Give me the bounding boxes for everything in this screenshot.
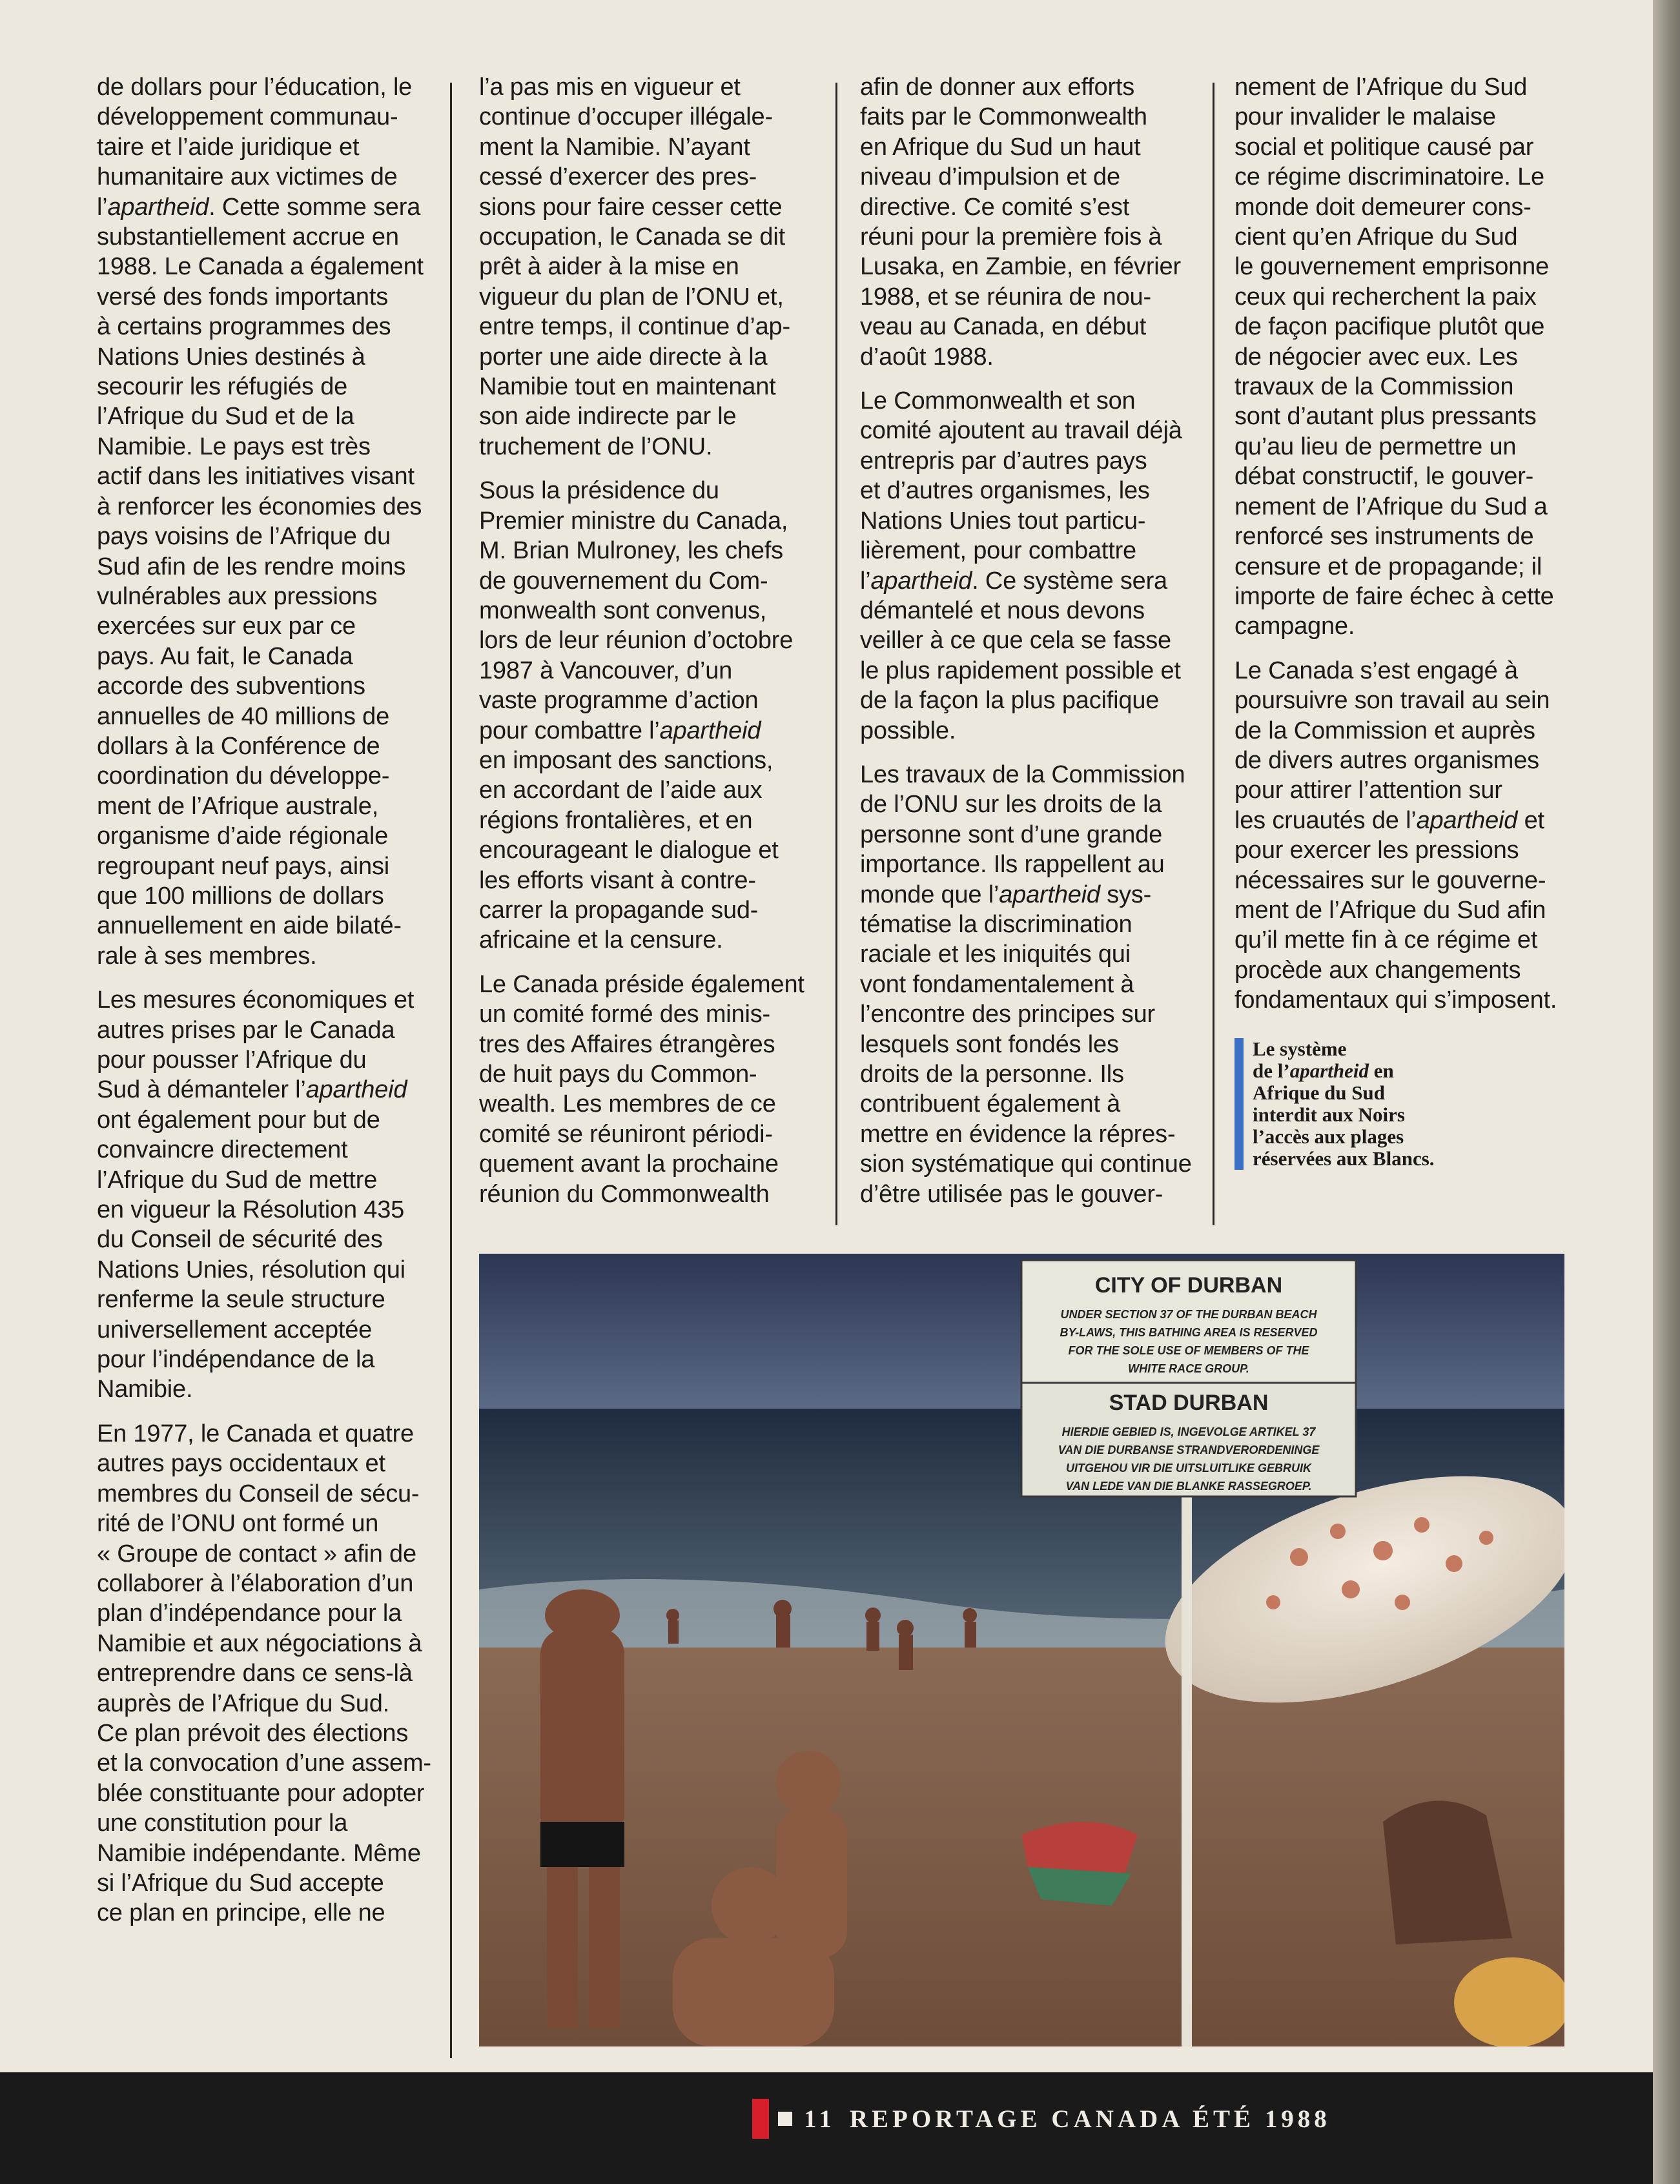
text-line: social et politique causé par <box>1234 133 1534 161</box>
text-line: wealth. Les membres de ce <box>479 1090 776 1118</box>
text-line: une constitution pour la <box>97 1810 348 1837</box>
text-line: débat constructif, le gouver- <box>1234 463 1534 491</box>
text-line: importance. Ils rappellent au <box>860 851 1165 879</box>
text-line: en imposant des sanctions, <box>479 746 773 774</box>
text-line: Premier ministre du Canada, <box>479 507 788 535</box>
text-column-3 <box>860 72 1196 1223</box>
text-line: convaincre directement <box>97 1136 348 1164</box>
text-line: tématise la discrimination <box>860 910 1132 938</box>
text-line: Ce plan prévoit des élections <box>97 1719 409 1747</box>
text-line: travaux de la Commission <box>1234 373 1514 401</box>
paragraph <box>1234 656 1596 1015</box>
caption-line: de l’apartheid en <box>1253 1059 1394 1082</box>
text-line: M. Brian Mulroney, les chefs <box>479 537 783 565</box>
text-line: l’apartheid. Cette somme sera <box>97 193 421 221</box>
text-line: de gouvernement du Com- <box>479 567 768 595</box>
text-line: Namibie indépendante. Même <box>97 1839 421 1867</box>
text-line: l’a pas mis en vigueur et <box>479 74 741 101</box>
text-line: Lusaka, en Zambie, en février <box>860 253 1181 281</box>
text-line: d’août 1988. <box>860 343 994 371</box>
text-line: de l’ONU sur les droits de la <box>860 791 1162 819</box>
text-line: de la façon la plus pacifique <box>860 687 1160 715</box>
paragraph <box>860 386 1196 746</box>
text-line: à renforcer les économies des <box>97 493 422 520</box>
text-line: cient qu’en Afrique du Sud <box>1234 223 1518 251</box>
page-edge <box>1653 0 1680 2184</box>
text-line: directive. Ce comité s’est <box>860 193 1130 221</box>
text-line: rale à ses membres. <box>97 942 317 970</box>
text-line: en Afrique du Sud un haut <box>860 133 1141 161</box>
text-line: autres prises par le Canada <box>97 1016 395 1044</box>
text-line: pays. Au fait, le Canada <box>97 642 353 670</box>
text-line: de façon pacifique plutôt que <box>1234 313 1545 341</box>
text-line: comité se réuniront périodi- <box>479 1120 773 1148</box>
text-line: 1988, et se réunira de nou- <box>860 283 1151 311</box>
text-line: En 1977, le Canada et quatre <box>97 1420 414 1447</box>
text-line: tres des Affaires étrangères <box>479 1030 775 1058</box>
text-line: de huit pays du Common- <box>479 1061 757 1088</box>
page-footer <box>752 2096 1331 2141</box>
text-line: renferme la seule structure <box>97 1286 385 1314</box>
text-line: entrepris par d’autres pays <box>860 447 1147 475</box>
text-line: droits de la personne. Ils <box>860 1061 1124 1088</box>
text-line: le plus rapidement possible et <box>860 657 1181 684</box>
text-line: annuelles de 40 millions de <box>97 702 390 730</box>
text-line: pour exercer les pressions <box>1234 837 1519 864</box>
text-line: sion systématique qui continue <box>860 1150 1192 1178</box>
text-line: truchement de l’ONU. <box>479 433 713 460</box>
accent-bar <box>752 2099 769 2139</box>
caption-line: Afrique du Sud <box>1253 1081 1386 1104</box>
text-line: l’Afrique du Sud de mettre <box>97 1166 378 1194</box>
text-line: poursuivre son travail au sein <box>1234 687 1550 715</box>
text-line: possible. <box>860 717 956 744</box>
text-line: lesquels sont fondés les <box>860 1030 1119 1058</box>
text-line: sont d’autant plus pressants <box>1234 403 1537 431</box>
text-line: organisme d’aide régionale <box>97 822 389 850</box>
square-bullet-icon <box>778 2112 792 2126</box>
column-divider <box>1213 83 1214 1225</box>
text-line: nement de l’Afrique du Sud a <box>1234 493 1548 520</box>
text-line: qu’au lieu de permettre un <box>1234 433 1517 460</box>
text-line: pour combattre l’apartheid <box>479 717 761 744</box>
text-line: comité ajoutent au travail déjà <box>860 417 1182 445</box>
text-line: censure et de propagande; il <box>1234 553 1542 580</box>
text-line: pour pousser l’Afrique du <box>97 1046 367 1074</box>
text-line: Les travaux de la Commission <box>860 760 1185 788</box>
text-line: le gouvernement emprisonne <box>1234 253 1549 281</box>
paragraph <box>479 970 815 1209</box>
text-line: faits par le Commonwealth <box>860 103 1147 131</box>
text-line: et la convocation d’une assem- <box>97 1750 431 1777</box>
text-line: d’être utilisée pas le gouver- <box>860 1180 1163 1208</box>
text-line: renforcé ses instruments de <box>1234 523 1534 551</box>
text-line: monde que l’apartheid sys- <box>860 881 1152 908</box>
text-line: coordination du développe- <box>97 762 390 790</box>
text-line: prêt à aider à la mise en <box>479 253 739 281</box>
text-line: à certains programmes des <box>97 313 391 341</box>
text-line: fondamentaux qui s’imposent. <box>1234 986 1557 1014</box>
text-column-2 <box>479 72 815 1223</box>
text-line: collaborer à l’élaboration d’un <box>97 1569 414 1597</box>
text-line: ment la Namibie. N’ayant <box>479 133 750 161</box>
text-line: rité de l’ONU ont formé un <box>97 1510 379 1538</box>
text-line: lors de leur réunion d’octobre <box>479 627 794 655</box>
text-line: ment de l’Afrique du Sud afin <box>1234 896 1546 924</box>
text-line: cessé d’exercer des pres- <box>479 163 757 191</box>
text-line: contribuent également à <box>860 1090 1121 1118</box>
text-line: l’encontre des principes sur <box>860 1001 1155 1028</box>
text-line: sions pour faire cesser cette <box>479 193 783 221</box>
text-line: accorde des subventions <box>97 673 365 700</box>
text-line: Namibie. <box>97 1376 193 1403</box>
column-divider <box>835 83 837 1225</box>
text-line: régions frontalières, et en <box>479 806 753 834</box>
text-line: procède aux changements <box>1234 956 1521 984</box>
text-line: 1987 à Vancouver, d’un <box>479 657 733 684</box>
paragraph <box>860 72 1196 372</box>
sign-af-body: HIERDIE GEBIED IS, INGEVOLGE ARTIKEL 37 VAN DIE DURBANSE STRANDVERORDENINGE UITGEHOU VIR DIE UITSLUITLIKE GEBRUIK VAN LEDE VAN DIE BLANKE RASSEGROEP. <box>1058 1425 1320 1493</box>
text-line: « Groupe de contact » afin de <box>97 1540 416 1567</box>
text-line: les efforts visant à contre- <box>479 866 756 894</box>
text-column-1 <box>97 72 433 1943</box>
text-line: de négocier avec eux. Les <box>1234 343 1518 371</box>
text-line: Nations Unies destinés à <box>97 343 365 371</box>
text-line: monde doit demeurer cons- <box>1234 193 1531 221</box>
text-line: un comité formé des minis- <box>479 1001 770 1028</box>
text-line: versé des fonds importants <box>97 283 389 311</box>
text-line: Les mesures économiques et <box>97 986 415 1014</box>
text-line: Sud afin de les rendre moins <box>97 553 406 580</box>
text-line: Le Commonwealth et son <box>860 387 1136 415</box>
column-divider <box>450 83 452 2058</box>
text-line: ce régime discriminatoire. Le <box>1234 163 1544 191</box>
text-line: Le Canada s’est engagé à <box>1234 657 1518 684</box>
text-line: Sud à démanteler l’apartheid <box>97 1076 407 1104</box>
text-line: regroupant neuf pays, ainsi <box>97 852 390 880</box>
paragraph <box>1234 72 1596 642</box>
text-line: Sous la présidence du <box>479 477 719 505</box>
text-line: et d’autres organismes, les <box>860 477 1150 505</box>
text-line: ont également pour but de <box>97 1106 380 1134</box>
text-line: réunion du Commonwealth <box>479 1180 770 1208</box>
text-line: pour invalider le malaise <box>1234 103 1496 131</box>
text-line: pour attirer l’attention sur <box>1234 777 1502 804</box>
text-line: quement avant la prochaine <box>479 1150 779 1178</box>
text-line: en vigueur la Résolution 435 <box>97 1196 405 1224</box>
page-number: 11 <box>804 2105 835 2133</box>
text-line: du Conseil de sécurité des <box>97 1226 383 1254</box>
text-line: développement communau- <box>97 103 398 131</box>
text-line: de divers autres organismes <box>1234 746 1539 774</box>
text-line: en accordant de l’aide aux <box>479 777 763 804</box>
text-line: autres pays occidentaux et <box>97 1450 385 1478</box>
text-line: porter une aide directe à la <box>479 343 768 371</box>
text-line: Namibie et aux négociations à <box>97 1629 422 1657</box>
sign-en-title: CITY OF DURBAN <box>1094 1273 1283 1298</box>
text-line: qu’il mette fin à ce régime et <box>1234 926 1538 954</box>
text-line: l’apartheid. Ce système sera <box>860 567 1167 595</box>
text-column-4 <box>1234 72 1596 1030</box>
text-line: de la Commission et auprès <box>1234 717 1535 744</box>
text-line: Nations Unies tout particu- <box>860 507 1146 535</box>
text-line: lièrement, pour combattre <box>860 537 1136 565</box>
publication-title: REPORTAGE CANADA ÉTÉ 1988 <box>849 2105 1331 2133</box>
text-line: démantelé et nous devons <box>860 597 1145 624</box>
photo-caption <box>1234 1038 1498 1170</box>
text-line: vont fondamentalement à <box>860 970 1134 998</box>
text-line: continue d’occuper illégale- <box>479 103 773 131</box>
text-line: afin de donner aux efforts <box>860 74 1135 101</box>
text-line: les cruautés de l’apartheid et <box>1234 806 1544 834</box>
paragraph <box>479 476 815 955</box>
text-line: carrer la propagande sud- <box>479 896 759 924</box>
text-line: entre temps, il continue d’ap- <box>479 313 790 341</box>
caption-line: réservées aux Blancs. <box>1253 1147 1435 1170</box>
paragraph <box>479 72 815 462</box>
text-line: l’Afrique du Sud et de la <box>97 403 354 431</box>
text-line: auprès de l’Afrique du Sud. <box>97 1689 390 1717</box>
text-line: dollars à la Conférence de <box>97 732 380 760</box>
sign-af-title: STAD DURBAN <box>1109 1391 1269 1415</box>
text-line: personne sont d’une grande <box>860 821 1163 848</box>
text-line: annuellement en aide bilaté- <box>97 912 402 940</box>
text-line: africaine et la censure. <box>479 926 723 954</box>
text-line: importe de faire échec à cette <box>1234 582 1554 610</box>
text-line: encourageant le dialogue et <box>479 837 779 864</box>
text-line: substantiellement accrue en <box>97 223 399 251</box>
caption-line: interdit aux Noirs <box>1253 1103 1405 1126</box>
paragraph <box>860 760 1196 1209</box>
text-line: vigueur du plan de l’ONU et, <box>479 283 784 311</box>
text-line: taire et l’aide juridique et <box>97 133 360 161</box>
text-line: veau au Canada, en début <box>860 313 1147 341</box>
paragraph <box>97 985 433 1405</box>
paragraph <box>97 72 433 971</box>
text-line: réuni pour la première fois à <box>860 223 1162 251</box>
text-line: nement de l’Afrique du Sud <box>1234 74 1528 101</box>
text-line: Nations Unies, résolution qui <box>97 1256 405 1283</box>
text-line: Le Canada préside également <box>479 970 804 998</box>
text-line: campagne. <box>1234 613 1355 640</box>
text-line: entreprendre dans ce sens-là <box>97 1660 413 1688</box>
text-line: secourir les réfugiés de <box>97 373 348 401</box>
text-line: raciale et les iniquités qui <box>860 941 1131 968</box>
text-line: de dollars pour l’éducation, le <box>97 74 413 101</box>
text-line: ce plan en principe, elle ne <box>97 1899 385 1927</box>
text-line: ment de l’Afrique australe, <box>97 792 379 820</box>
text-line: membres du Conseil de sécu- <box>97 1480 420 1507</box>
text-line: vulnérables aux pressions <box>97 582 378 610</box>
paragraph <box>97 1419 433 1928</box>
text-line: si l’Afrique du Sud accepte <box>97 1869 384 1897</box>
durban-beach-photo <box>479 1254 1564 2046</box>
text-line: occupation, le Canada se dit <box>479 223 785 251</box>
text-line: Namibie. Le pays est très <box>97 433 371 460</box>
text-line: blée constituante pour adopter <box>97 1779 425 1807</box>
text-line: niveau d’impulsion et de <box>860 163 1120 191</box>
text-line: Namibie tout en maintenant <box>479 373 776 401</box>
text-line: veiller à ce que cela se fasse <box>860 627 1171 655</box>
text-line: universellement acceptée <box>97 1316 373 1343</box>
text-line: mettre en évidence la répres- <box>860 1120 1176 1148</box>
text-line: vaste programme d’action <box>479 687 759 715</box>
text-line: plan d’indépendance pour la <box>97 1600 402 1628</box>
text-line: humanitaire aux victimes de <box>97 163 398 191</box>
text-line: 1988. Le Canada a également <box>97 253 424 281</box>
text-line: exercées sur eux par ce <box>97 613 356 640</box>
text-line: son aide indirecte par le <box>479 403 737 431</box>
sign-en-body: UNDER SECTION 37 OF THE DURBAN BEACH BY-LAWS, THIS BATHING AREA IS RESERVED FOR THE SOLE USE OF MEMBERS OF THE WHITE RACE GROUP. <box>1060 1308 1318 1375</box>
text-line: actif dans les initiatives visant <box>97 463 415 491</box>
caption-line: l’accès aux plages <box>1253 1125 1404 1148</box>
text-line: que 100 millions de dollars <box>97 882 384 910</box>
text-line: nécessaires sur le gouverne- <box>1234 866 1546 894</box>
text-line: pour l’indépendance de la <box>97 1346 375 1374</box>
caption-line: Le système <box>1253 1037 1347 1060</box>
text-line: monwealth sont convenus, <box>479 597 767 624</box>
text-line: ceux qui recherchent la paix <box>1234 283 1537 311</box>
text-line: pays voisins de l’Afrique du <box>97 523 391 551</box>
